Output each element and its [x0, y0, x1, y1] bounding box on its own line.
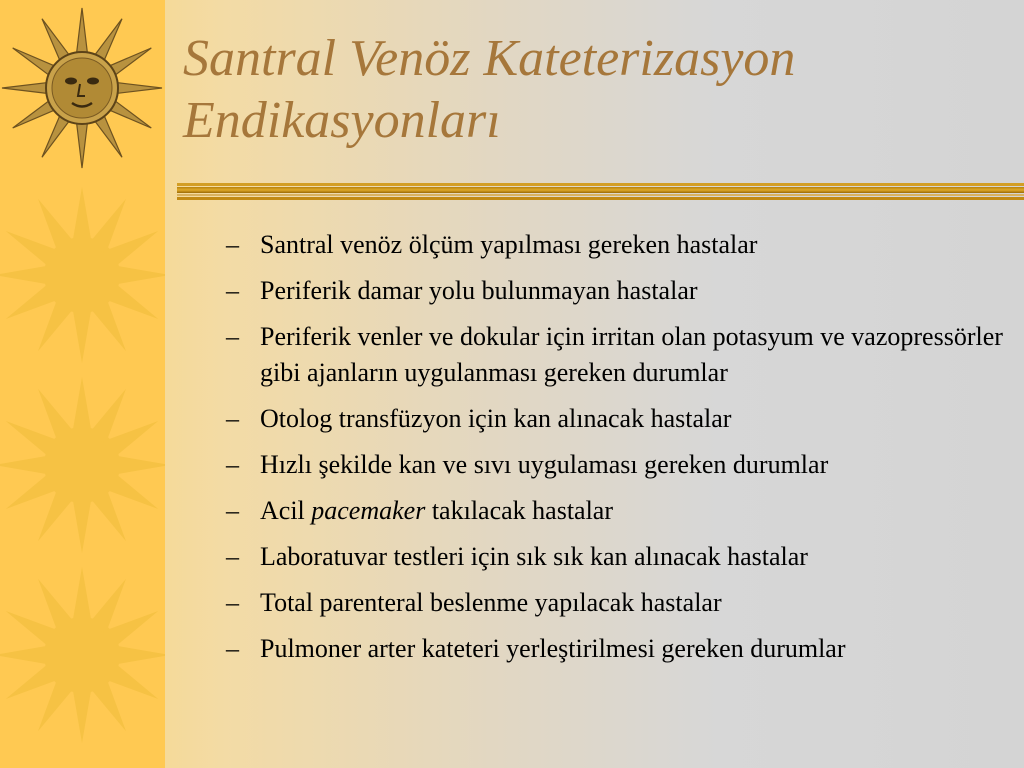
list-item — [226, 631, 1016, 667]
bullet-dash: – — [226, 322, 239, 351]
bullet-dash: – — [226, 588, 239, 617]
list-item — [226, 227, 1016, 263]
bullet-text: Periferik venler ve dokular için irritan olan potasyum ve vazopressörler gibi ajanların uygulanması gereken durumlar — [260, 322, 1003, 387]
bullet-text: Laboratuvar testleri için sık sık kan alınacak hastalar — [260, 542, 808, 571]
sun-icon — [0, 180, 165, 370]
bullet-text: Santral venöz ölçüm yapılması gereken hastalar — [260, 230, 758, 259]
bullet-dash: – — [226, 496, 239, 525]
bullet-dash: – — [226, 404, 239, 433]
bullet-dash: – — [226, 634, 239, 663]
sun-face-icon — [0, 0, 165, 175]
slide-title-line-2: Endikasyonları — [183, 92, 501, 149]
bullet-text-suffix: takılacak hastalar — [425, 496, 614, 525]
bullet-text: Otolog transfüzyon için kan alınacak hastalar — [260, 404, 732, 433]
list-item — [226, 539, 1016, 575]
bullet-dash: – — [226, 230, 239, 259]
bullet-list — [226, 227, 1016, 677]
list-item — [226, 447, 1016, 483]
bullet-text: Periferik damar yolu bulunmayan hastalar — [260, 276, 698, 305]
title-divider — [177, 183, 1024, 203]
bullet-dash: – — [226, 276, 239, 305]
bullet-text: Hızlı şekilde kan ve sıvı uygulaması gereken durumlar — [260, 450, 829, 479]
bullet-dash: – — [226, 450, 239, 479]
sun-icon — [0, 370, 165, 560]
list-item — [226, 585, 1016, 621]
bullet-text: Total parenteral beslenme yapılacak hastalar — [260, 588, 722, 617]
bullet-text-prefix: Acil — [260, 496, 312, 525]
list-item — [226, 493, 1016, 529]
slide-title-line-1: Santral Venöz Kateterizasyon — [183, 30, 796, 87]
slide-title — [183, 28, 1003, 152]
bullet-text: Pulmoner arter kateteri yerleştirilmesi gereken durumlar — [260, 634, 846, 663]
bullet-text-italic: pacemaker — [311, 496, 426, 525]
sun-icon — [0, 560, 165, 750]
list-item — [226, 401, 1016, 437]
list-item — [226, 319, 1016, 391]
bullet-dash: – — [226, 542, 239, 571]
list-item — [226, 273, 1016, 309]
